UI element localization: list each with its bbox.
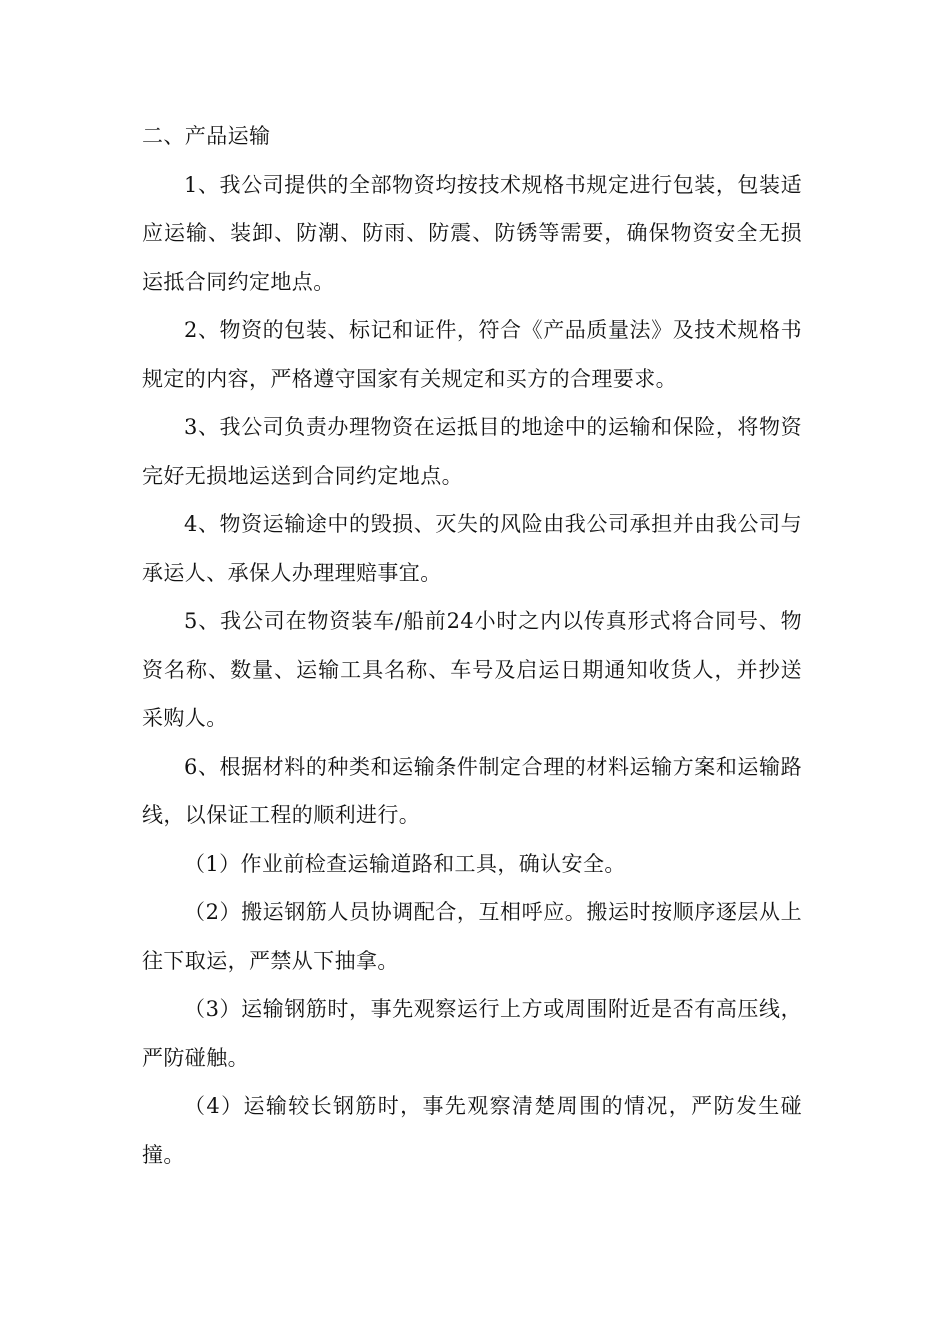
sub-item-2: （2）搬运钢筋人员协调配合，互相呼应。搬运时按顺序逐层从上往下取运，严禁从下抽拿。 [142,900,802,973]
section-heading: 二、产品运输 [142,124,271,148]
sub-item-4: （4）运输较长钢筋时，事先观察清楚周围的情况，严防发生碰撞。 [142,1094,802,1167]
paragraph-1: 1、我公司提供的全部物资均按技术规格书规定进行包装，包装适应运输、装卸、防潮、防雨、防震、防锈等需要，确保物资安全无损运抵合同约定地点。 [142,172,802,294]
paragraph-5: 5、我公司在物资装车/船前24小时之内以传真形式将合同号、物资名称、数量、运输工具名称、车号及启运日期通知收货人，并抄送采购人。 [142,609,802,730]
paragraph-2: 2、物资的包装、标记和证件，符合《产品质量法》及技术规格书规定的内容，严格遵守国家有关规定和买方的合理要求。 [142,318,802,391]
paragraph-6: 6、根据材料的种类和运输条件制定合理的材料运输方案和运输路线，以保证工程的顺利进行。 [142,754,802,827]
document-body [142,112,802,1179]
sub-item-3: （3）运输钢筋时，事先观察运行上方或周围附近是否有高压线，严防碰触。 [142,997,802,1070]
paragraph-4: 4、物资运输途中的毁损、灭失的风险由我公司承担并由我公司与承运人、承保人办理理赔事宜。 [142,512,802,585]
sub-item-1: （1）作业前检查运输道路和工具，确认安全。 [184,851,626,876]
paragraph-3: 3、我公司负责办理物资在运抵目的地途中的运输和保险，将物资完好无损地运送到合同约定地点。 [142,415,802,488]
